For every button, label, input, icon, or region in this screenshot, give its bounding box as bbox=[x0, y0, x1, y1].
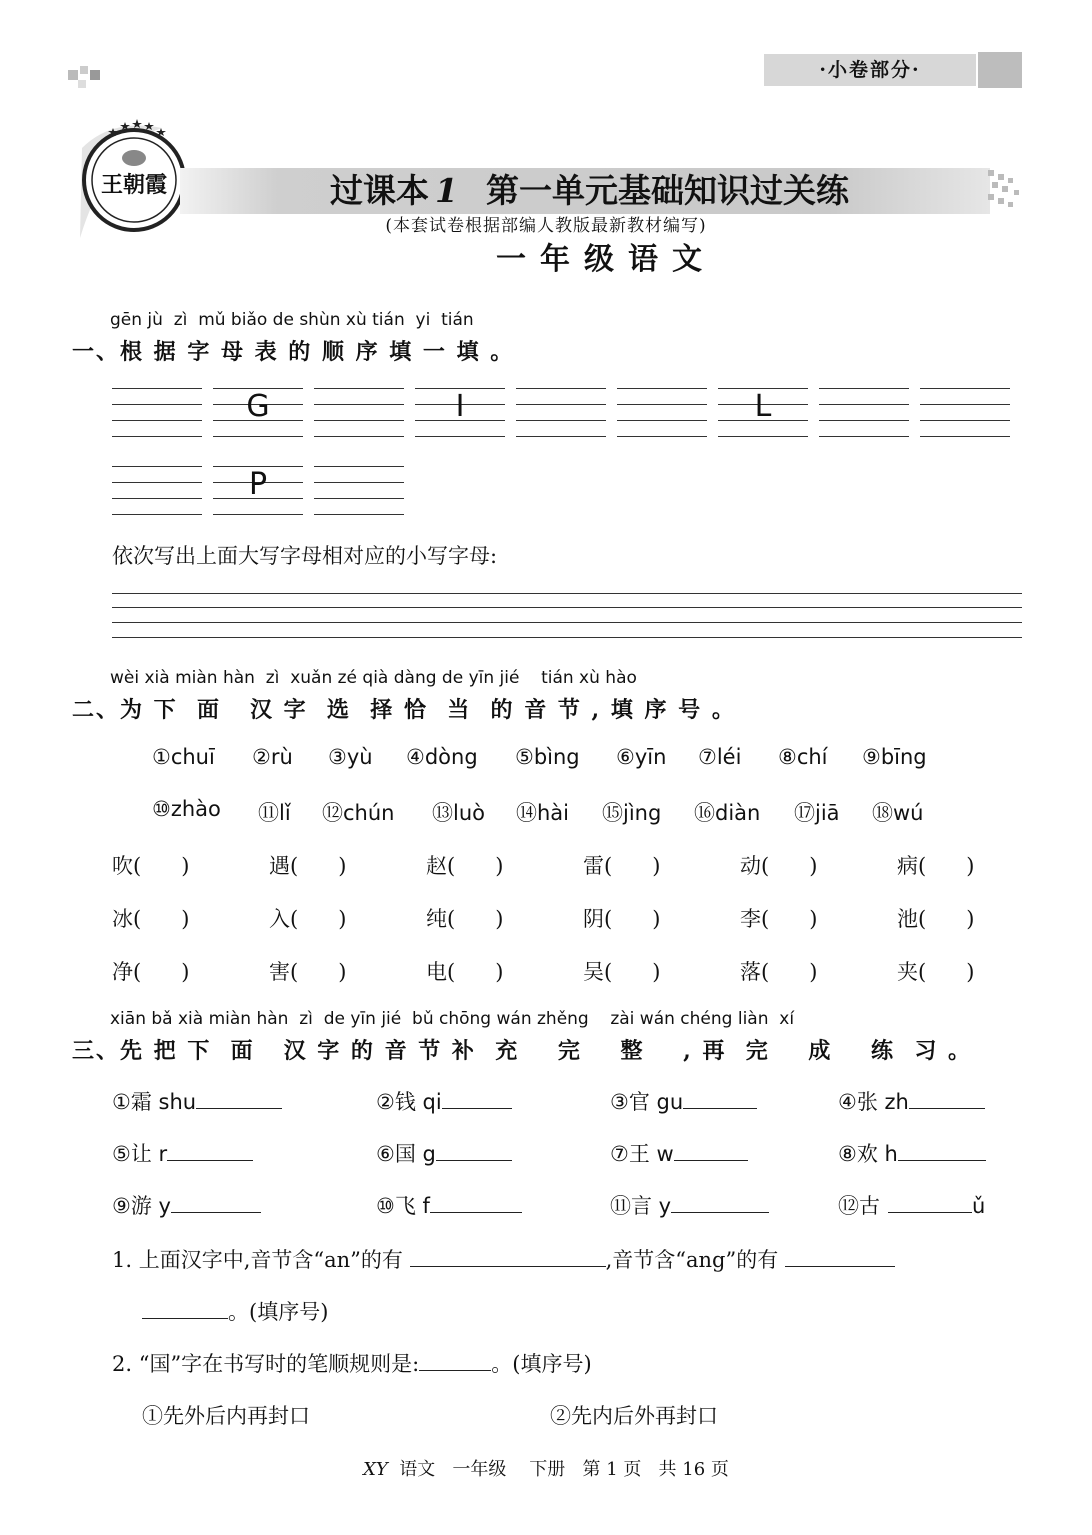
letter-grid-cell[interactable] bbox=[516, 388, 606, 436]
section3-pinyin: xiān bǎ xià miàn hàn zì de yīn jié bǔ chōng wán zhěng zài wán chéng liàn xí bbox=[110, 1009, 795, 1029]
char-label: 赵 bbox=[426, 854, 447, 878]
letter-grid-cell[interactable] bbox=[819, 388, 909, 436]
answer-paren[interactable]: ( ) bbox=[290, 854, 347, 878]
title-main: 第一单元基础知识过关练 bbox=[485, 171, 849, 210]
char-answer-item bbox=[583, 850, 660, 880]
completion-label: ④张 zh bbox=[838, 1090, 909, 1114]
completion-blank[interactable] bbox=[898, 1142, 986, 1161]
answer-paren[interactable]: ( ) bbox=[133, 960, 190, 984]
letter-grid-cell[interactable] bbox=[213, 466, 303, 514]
char-label: 害 bbox=[269, 960, 290, 984]
char-label: 李 bbox=[740, 907, 761, 931]
char-label: 纯 bbox=[426, 907, 447, 931]
completion-label: ⑦王 w bbox=[610, 1142, 674, 1166]
char-label: 夹 bbox=[897, 960, 918, 984]
section-tab-end bbox=[978, 52, 1022, 88]
letter-grid-cell[interactable] bbox=[213, 388, 303, 436]
grade-title: 一年级语文 bbox=[496, 242, 716, 277]
syllable-option: ⑱wú bbox=[872, 801, 924, 825]
letter-grid-cell[interactable] bbox=[112, 388, 202, 436]
char-answer-item bbox=[426, 956, 503, 986]
char-label: 遇 bbox=[269, 854, 290, 878]
completion-blank[interactable] bbox=[442, 1090, 512, 1109]
char-label: 雷 bbox=[583, 854, 604, 878]
char-answer-item bbox=[269, 850, 346, 880]
section2-heading: 二、为 下 面 汉 字 选 择 恰 当 的 音 节 , 填 序 号 。 bbox=[72, 697, 736, 723]
char-answer-item bbox=[112, 903, 189, 933]
answer-paren[interactable]: ( ) bbox=[133, 854, 190, 878]
completion-blank[interactable] bbox=[671, 1194, 769, 1213]
title-prefix: 过课本 bbox=[330, 171, 429, 210]
char-answer-item bbox=[426, 903, 503, 933]
q1-text-b: ,音节含“ang”的有 bbox=[605, 1248, 779, 1272]
section1-instruction: 依次写出上面大写字母相对应的小写字母: bbox=[112, 544, 498, 568]
subtitle: (本套试卷根据部编人教版最新教材编写) bbox=[385, 216, 707, 236]
syllable-option: ⑰jiā bbox=[794, 801, 840, 825]
footer-code: XY bbox=[363, 1459, 388, 1480]
char-answer-item bbox=[112, 956, 189, 986]
question-1 bbox=[112, 1244, 895, 1274]
footer-text: 语文 一年级 下册 第 1 页 共 16 页 bbox=[387, 1459, 729, 1480]
title-number: 1 bbox=[435, 171, 458, 210]
letter-grid-cell[interactable] bbox=[112, 466, 202, 514]
completion-item bbox=[376, 1190, 522, 1220]
char-answer-item bbox=[897, 956, 974, 986]
grid-letter: G bbox=[246, 389, 270, 424]
char-label: 吹 bbox=[112, 854, 133, 878]
completion-label: ⑥国 g bbox=[376, 1142, 436, 1166]
q2-blank[interactable] bbox=[419, 1352, 491, 1371]
letter-grid-cell[interactable] bbox=[314, 388, 404, 436]
page-footer bbox=[0, 1455, 1092, 1481]
question-2 bbox=[112, 1348, 592, 1378]
question-1-cont bbox=[142, 1296, 328, 1326]
char-label: 吴 bbox=[583, 960, 604, 984]
completion-label: ⑩飞 f bbox=[376, 1194, 430, 1218]
completion-item bbox=[838, 1086, 985, 1116]
answer-paren[interactable]: ( ) bbox=[604, 960, 661, 984]
letter-grid-cell[interactable] bbox=[920, 388, 1010, 436]
answer-paren[interactable]: ( ) bbox=[133, 907, 190, 931]
char-answer-item bbox=[897, 850, 974, 880]
deco-square bbox=[80, 66, 88, 74]
q2-option-1: ①先外后内再封口 bbox=[142, 1404, 310, 1428]
char-label: 冰 bbox=[112, 907, 133, 931]
completion-item bbox=[112, 1190, 261, 1220]
syllable-option: ⑫chún bbox=[322, 801, 395, 825]
syllable-option: ⑯diàn bbox=[694, 801, 761, 825]
completion-blank[interactable] bbox=[167, 1142, 253, 1161]
char-answer-item bbox=[897, 903, 974, 933]
section2-pinyin: wèi xià miàn hàn zì xuǎn zé qià dàng de yīn jié tián xù hào bbox=[110, 668, 637, 688]
syllable-option: ⑥yīn bbox=[616, 745, 667, 769]
deco-square bbox=[68, 70, 78, 80]
syllable-option: ①chuī bbox=[152, 745, 215, 769]
q2-text-a: 2. “国”字在书写时的笔顺规则是: bbox=[112, 1352, 420, 1376]
char-label: 电 bbox=[426, 960, 447, 984]
completion-item bbox=[610, 1086, 757, 1116]
completion-blank[interactable] bbox=[683, 1090, 757, 1109]
completion-blank[interactable] bbox=[171, 1194, 261, 1213]
completion-label: ⑤让 r bbox=[112, 1142, 168, 1166]
answer-paren[interactable]: ( ) bbox=[447, 960, 504, 984]
logo-text: 王朝霞 bbox=[100, 172, 168, 198]
char-label: 落 bbox=[740, 960, 761, 984]
char-answer-item bbox=[583, 903, 660, 933]
deco-square bbox=[78, 80, 86, 88]
char-label: 池 bbox=[897, 907, 918, 931]
answer-paren[interactable]: ( ) bbox=[761, 960, 818, 984]
completion-blank[interactable] bbox=[430, 1194, 522, 1213]
completion-blank[interactable] bbox=[909, 1090, 985, 1109]
q1-blank-ang-cont[interactable] bbox=[142, 1300, 228, 1319]
answer-paren[interactable]: ( ) bbox=[447, 854, 504, 878]
completion-item bbox=[610, 1138, 748, 1168]
section-tab: ·小卷部分· bbox=[764, 54, 976, 86]
section3-heading: 三、先 把 下 面 汉 字 的 音 节 补 充 完 整 , 再 完 成 练 习 。 bbox=[72, 1038, 973, 1064]
syllable-option: ⑩zhào bbox=[152, 797, 221, 821]
char-label: 入 bbox=[269, 907, 290, 931]
completion-item bbox=[838, 1190, 985, 1220]
completion-item bbox=[838, 1138, 986, 1168]
char-answer-item bbox=[740, 850, 817, 880]
completion-item bbox=[376, 1138, 512, 1168]
q1-blank-an[interactable] bbox=[410, 1248, 606, 1267]
section1-pinyin: gēn jù zì mǔ biǎo de shùn xù tián yi tián bbox=[110, 310, 474, 330]
letter-grid-cell[interactable] bbox=[617, 388, 707, 436]
completion-label: ③官 gu bbox=[610, 1090, 684, 1114]
syllable-option: ③yù bbox=[328, 745, 373, 769]
letter-grid-cell[interactable] bbox=[314, 466, 404, 514]
completion-label: ⑫古 bbox=[838, 1194, 880, 1218]
char-answer-item bbox=[740, 956, 817, 986]
syllable-option: ⑪lǐ bbox=[258, 801, 291, 825]
char-answer-item bbox=[269, 956, 346, 986]
q2-option-2: ②先内后外再封口 bbox=[550, 1404, 718, 1428]
syllable-option: ⑦léi bbox=[698, 745, 742, 769]
answer-paren[interactable]: ( ) bbox=[918, 907, 975, 931]
syllable-option: ⑧chí bbox=[778, 745, 828, 769]
syllable-option: ⑨bīng bbox=[862, 745, 927, 769]
q2-text-b: 。(填序号) bbox=[491, 1352, 592, 1376]
answer-paren[interactable]: ( ) bbox=[290, 907, 347, 931]
completion-label: ①霜 shu bbox=[112, 1090, 197, 1114]
q1-blank-ang[interactable] bbox=[785, 1248, 895, 1267]
letter-grid-cell[interactable] bbox=[415, 388, 505, 436]
syllable-option: ②rù bbox=[252, 745, 293, 769]
completion-blank[interactable] bbox=[888, 1194, 972, 1213]
completion-label: ⑪言 y bbox=[610, 1194, 672, 1218]
grid-letter: I bbox=[455, 389, 465, 424]
deco-square bbox=[90, 70, 100, 80]
q1-text-a: 1. 上面汉字中,音节含“an”的有 bbox=[112, 1248, 403, 1272]
completion-item bbox=[610, 1190, 769, 1220]
answer-paren[interactable]: ( ) bbox=[290, 960, 347, 984]
char-label: 阴 bbox=[583, 907, 604, 931]
char-label: 动 bbox=[740, 854, 761, 878]
answer-paren[interactable]: ( ) bbox=[761, 854, 818, 878]
completion-item bbox=[376, 1086, 512, 1116]
completion-blank[interactable] bbox=[674, 1142, 748, 1161]
answer-paren[interactable]: ( ) bbox=[761, 907, 818, 931]
page-title bbox=[330, 168, 950, 214]
completion-blank[interactable] bbox=[196, 1090, 282, 1109]
completion-label: ⑧欢 h bbox=[838, 1142, 898, 1166]
completion-label: ②钱 qi bbox=[376, 1090, 442, 1114]
answer-paren[interactable]: ( ) bbox=[447, 907, 504, 931]
char-answer-item bbox=[269, 903, 346, 933]
char-answer-item bbox=[426, 850, 503, 880]
syllable-option: ⑬luò bbox=[432, 801, 485, 825]
char-answer-item bbox=[740, 903, 817, 933]
syllable-option: ④dòng bbox=[406, 745, 478, 769]
syllable-option: ⑤bìng bbox=[515, 745, 580, 769]
completion-item bbox=[112, 1138, 253, 1168]
completion-item bbox=[112, 1086, 282, 1116]
answer-paren[interactable]: ( ) bbox=[918, 854, 975, 878]
char-label: 净 bbox=[112, 960, 133, 984]
char-label: 病 bbox=[897, 854, 918, 878]
completion-blank[interactable] bbox=[436, 1142, 512, 1161]
completion-suffix: ǔ bbox=[972, 1194, 986, 1218]
grid-letter: P bbox=[248, 467, 268, 502]
syllable-option: ⑭hài bbox=[516, 801, 570, 825]
letter-grid-cell[interactable] bbox=[718, 388, 808, 436]
grid-letter: L bbox=[754, 389, 772, 424]
answer-paren[interactable]: ( ) bbox=[604, 907, 661, 931]
syllable-option: ⑮jìng bbox=[602, 801, 662, 825]
section1-heading: 一、根 据 字 母 表 的 顺 序 填 一 填 。 bbox=[72, 339, 515, 365]
char-answer-item bbox=[112, 850, 189, 880]
answer-paren[interactable]: ( ) bbox=[604, 854, 661, 878]
answer-paren[interactable]: ( ) bbox=[918, 960, 975, 984]
title-bar-dots bbox=[988, 168, 1024, 214]
completion-label: ⑨游 y bbox=[112, 1194, 171, 1218]
q1-text-c: 。(填序号) bbox=[228, 1300, 329, 1324]
char-answer-item bbox=[583, 956, 660, 986]
